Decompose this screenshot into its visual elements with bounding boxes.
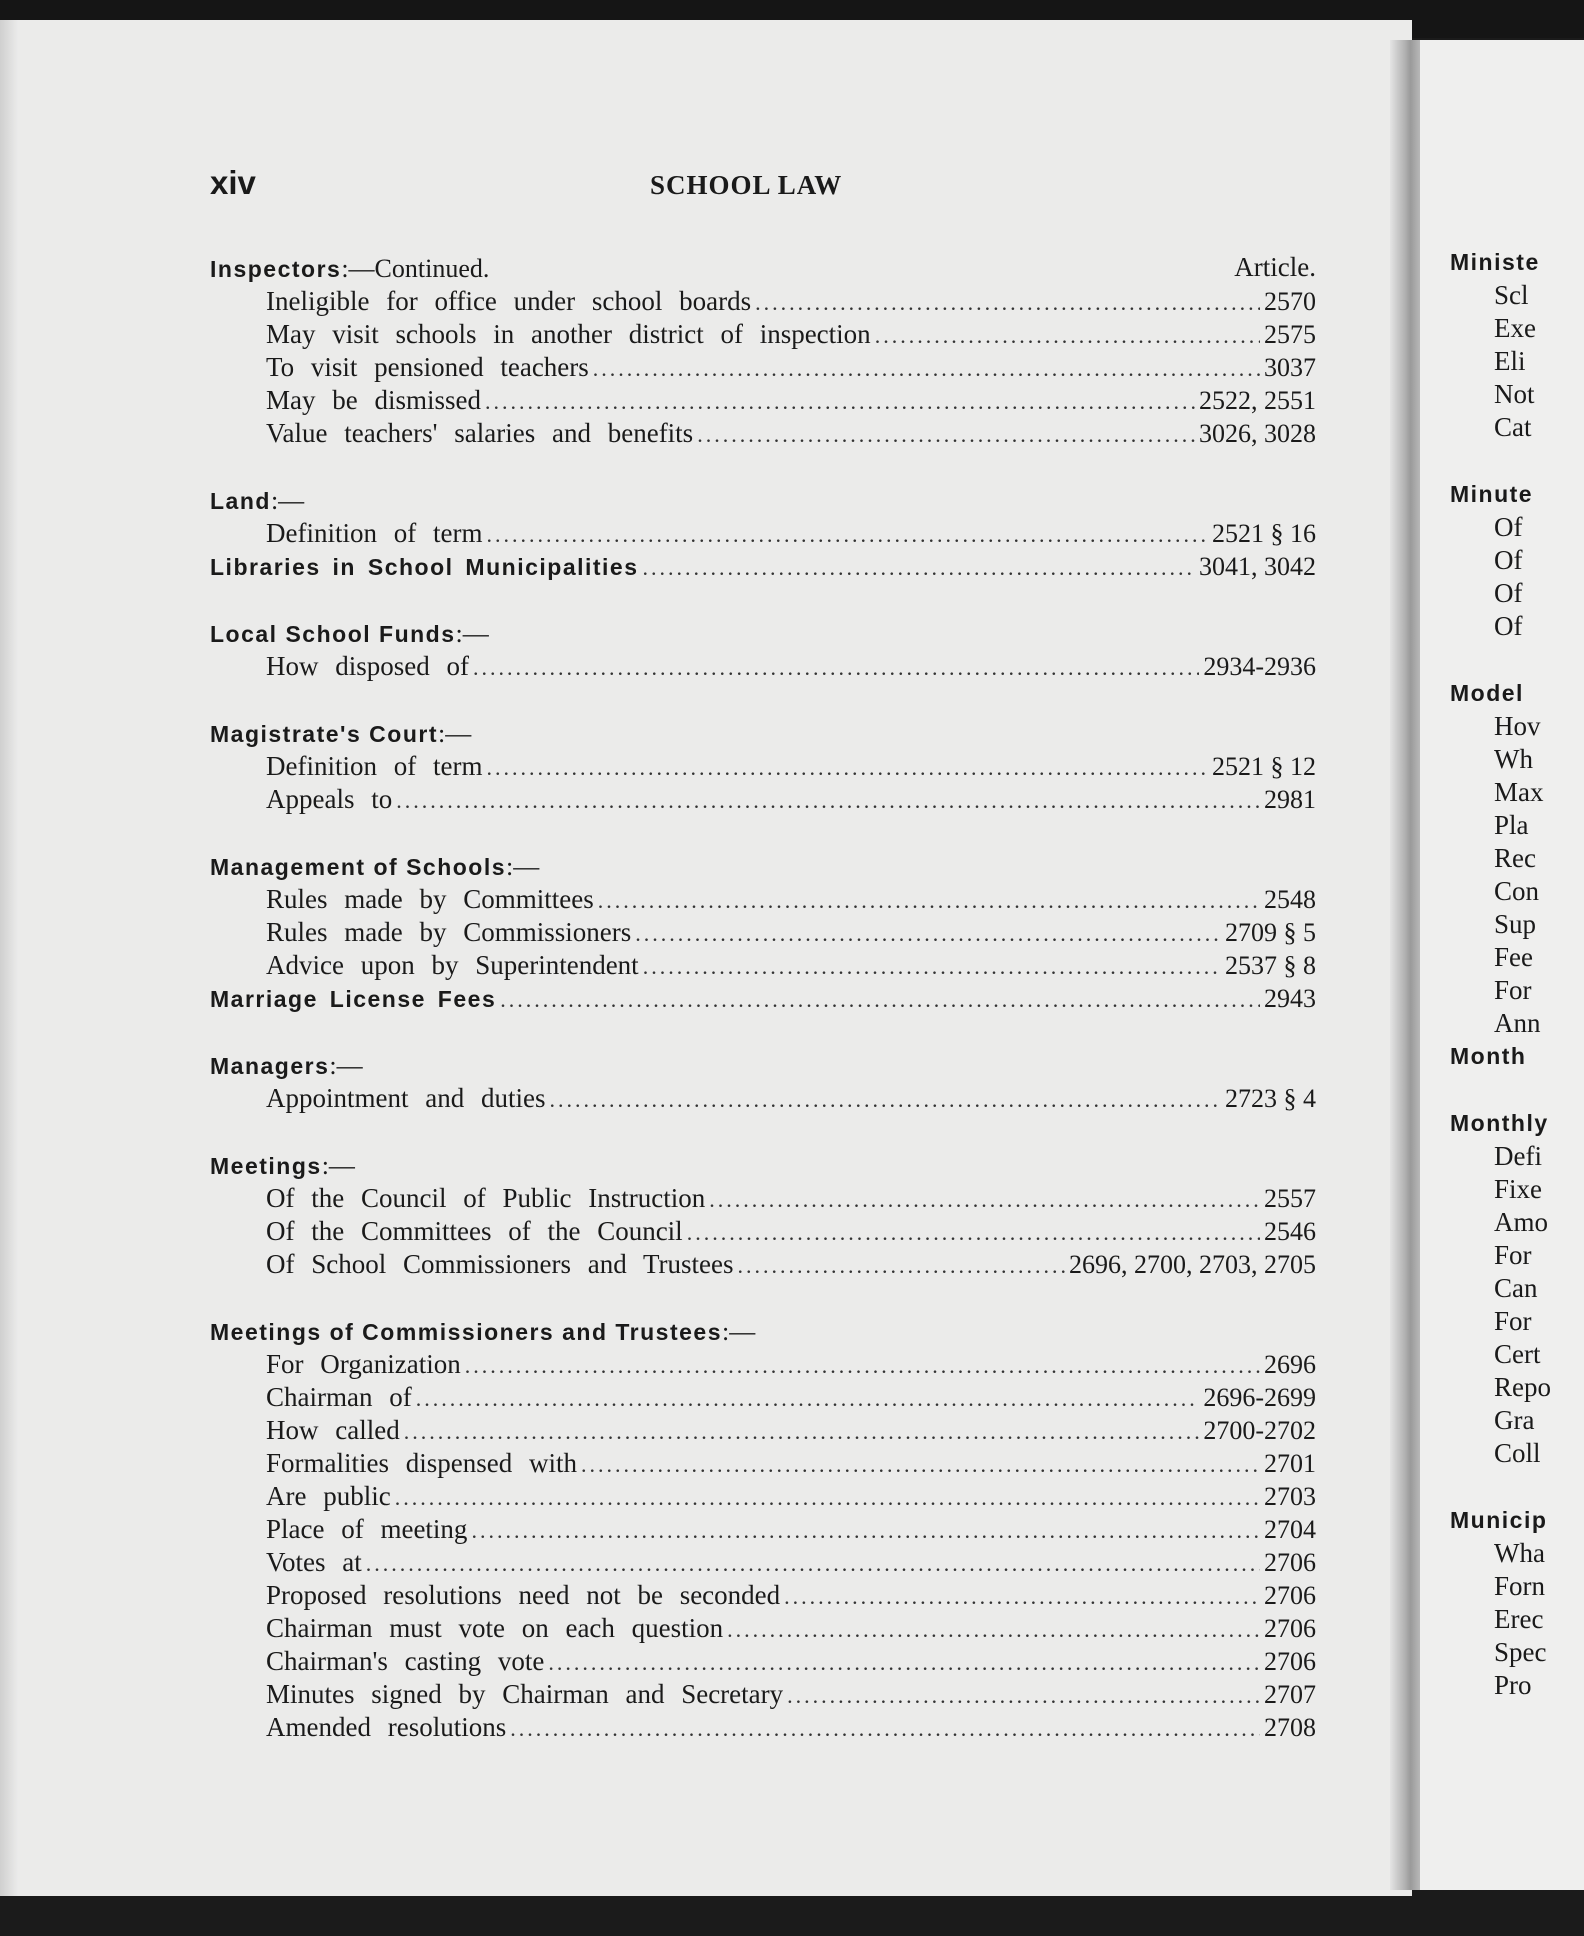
index-entry <box>210 1381 1316 1414</box>
entry-label: Chairman of <box>266 1382 412 1412</box>
page-header <box>0 164 1412 214</box>
cropped-entry: Eli <box>1494 346 1526 376</box>
index-heading <box>210 252 1316 285</box>
cropped-entry: Not <box>1494 379 1535 409</box>
cropped-entry: Erec <box>1494 1604 1544 1634</box>
cropped-entry: Of <box>1494 578 1523 608</box>
cropped-entry: Of <box>1494 545 1523 575</box>
article-reference: 2706 <box>1264 1647 1316 1676</box>
cropped-heading: Ministe <box>1450 249 1540 275</box>
entry-label: Rules made by Commissioners <box>266 917 632 947</box>
entry-label: Libraries in School Municipalities <box>210 554 639 580</box>
cropped-entry: Can <box>1494 1273 1538 1303</box>
article-reference: 2704 <box>1264 1515 1316 1544</box>
dot-leader <box>549 1083 1221 1116</box>
index-entry <box>210 1082 1316 1115</box>
cropped-heading: Municip <box>1450 1507 1548 1533</box>
section-gap <box>210 450 1316 484</box>
dot-leader <box>396 784 1260 817</box>
article-reference: 2521 § 12 <box>1212 752 1316 781</box>
article-reference: 2706 <box>1264 1614 1316 1643</box>
index-entry <box>210 1248 1316 1281</box>
entry-label: Formalities dispensed with <box>266 1448 577 1478</box>
index-entry <box>210 1513 1316 1546</box>
cropped-entry: Gra <box>1494 1405 1535 1435</box>
index-entry <box>210 1579 1316 1612</box>
dot-leader <box>709 1183 1260 1216</box>
index-heading <box>210 617 1316 650</box>
index-heading-tail: :— <box>270 486 305 515</box>
section-gap <box>210 1281 1316 1315</box>
index-entry <box>210 949 1316 982</box>
right-page-column <box>1450 246 1584 1702</box>
entry-label: Minutes signed by Chairman and Secretary <box>266 1679 784 1709</box>
dot-leader <box>473 651 1199 684</box>
dot-leader <box>395 1481 1260 1514</box>
article-reference: 3041, 3042 <box>1199 552 1316 581</box>
index-heading-tail: :— <box>438 719 472 748</box>
article-reference: 2548 <box>1264 885 1316 914</box>
article-reference: 2522, 2551 <box>1199 386 1316 415</box>
cropped-entry: For <box>1494 975 1532 1005</box>
article-reference: 2696 <box>1264 1350 1316 1379</box>
section-gap <box>1482 444 1584 478</box>
right-page <box>1420 40 1584 1890</box>
section-gap <box>210 1115 1316 1149</box>
article-reference: 2696-2699 <box>1203 1383 1316 1412</box>
index-entry <box>210 750 1316 783</box>
entry-label: Definition of term <box>266 751 483 781</box>
cropped-entry: Sup <box>1494 909 1537 939</box>
article-reference: 2708 <box>1264 1713 1316 1742</box>
dot-leader <box>366 1547 1260 1580</box>
index-entry <box>210 285 1316 318</box>
dot-leader <box>471 1514 1260 1547</box>
dot-leader <box>593 352 1260 385</box>
left-page <box>0 20 1412 1896</box>
article-reference: 2707 <box>1264 1680 1316 1709</box>
dot-leader <box>404 1415 1200 1448</box>
article-reference: 2570 <box>1264 287 1316 316</box>
index-entry <box>210 650 1316 683</box>
dot-leader <box>755 286 1260 319</box>
dot-leader <box>598 884 1260 917</box>
page-number: xiv <box>210 164 256 201</box>
entry-label: Proposed resolutions need not be seconded <box>266 1580 781 1610</box>
index-heading-text: Magistrate's Court <box>210 721 439 747</box>
dot-leader <box>787 1679 1260 1712</box>
cropped-entry: Spec <box>1494 1637 1547 1667</box>
index-entry <box>210 1182 1316 1215</box>
section-gap <box>210 683 1316 717</box>
index-heading-text: Inspectors <box>210 256 342 282</box>
cropped-entry: Of <box>1494 512 1523 542</box>
article-reference: 2981 <box>1264 785 1316 814</box>
index-heading <box>210 1149 1316 1182</box>
dot-leader <box>687 1216 1260 1249</box>
article-column-label: Article. <box>1234 252 1316 282</box>
index-heading-tail: :— <box>455 619 489 648</box>
index-heading <box>210 717 1316 750</box>
article-reference: 2706 <box>1264 1581 1316 1610</box>
cropped-entry: Cert <box>1494 1339 1541 1369</box>
dot-leader <box>500 983 1260 1016</box>
dot-leader <box>875 319 1260 352</box>
entry-label: How called <box>266 1415 400 1445</box>
index-heading-tail: :— <box>722 1317 756 1346</box>
index-entry <box>210 1612 1316 1645</box>
entry-label: Of School Commissioners and Trustees <box>266 1249 734 1279</box>
cropped-entry: Con <box>1494 876 1540 906</box>
running-title: SCHOOL LAW <box>650 170 843 200</box>
index-entry <box>210 783 1316 816</box>
index-heading-tail: :— <box>321 1151 355 1180</box>
cropped-entry: Cat <box>1494 412 1532 442</box>
dot-leader <box>643 551 1195 584</box>
index-heading-tail: :— <box>506 852 540 881</box>
index-heading-text: Land <box>210 488 271 514</box>
cropped-entry: Fee <box>1494 942 1533 972</box>
index-heading <box>210 1315 1316 1348</box>
article-reference: 3037 <box>1264 353 1316 382</box>
index-entry <box>210 1447 1316 1480</box>
dot-leader <box>510 1712 1260 1745</box>
index-entry <box>210 417 1316 450</box>
entry-label: Value teachers' salaries and benefits <box>266 418 694 448</box>
index-heading <box>210 1049 1316 1082</box>
entry-label: Amended resolutions <box>266 1712 507 1742</box>
index-entry <box>210 318 1316 351</box>
index-entry <box>210 1678 1316 1711</box>
article-reference: 2703 <box>1264 1482 1316 1511</box>
index-entry <box>210 1645 1316 1678</box>
article-reference: 2701 <box>1264 1449 1316 1478</box>
article-reference: 2557 <box>1264 1184 1316 1213</box>
entry-label: Chairman's casting vote <box>266 1646 545 1676</box>
entry-label: Appeals to <box>266 784 393 814</box>
entry-label: How disposed of <box>266 651 469 681</box>
section-gap <box>210 1015 1316 1049</box>
cropped-heading: Model <box>1450 680 1524 706</box>
entry-label: Ineligible for office under school boards <box>266 286 752 316</box>
entry-label: Of the Council of Public Instruction <box>266 1183 706 1213</box>
cropped-entry: Of <box>1494 611 1523 641</box>
index-heading-tail: :— <box>329 1051 363 1080</box>
cropped-entry: Ann <box>1494 1008 1541 1038</box>
entry-label: May be dismissed <box>266 385 481 415</box>
section-gap <box>1482 1073 1584 1107</box>
index-entry <box>210 883 1316 916</box>
entry-label: May visit schools in another district of inspection <box>266 319 871 349</box>
book-gutter <box>1390 40 1424 1890</box>
entry-label: To visit pensioned teachers <box>266 352 589 382</box>
entry-label: Chairman must vote on each question <box>266 1613 724 1643</box>
index-entry <box>210 1348 1316 1381</box>
entry-label: Appointment and duties <box>266 1083 546 1113</box>
dot-leader <box>738 1249 1065 1282</box>
cropped-entry: For <box>1494 1240 1532 1270</box>
entry-label: Of the Committees of the Council <box>266 1216 683 1246</box>
dot-leader <box>697 418 1195 451</box>
cropped-entry: Pro <box>1494 1670 1532 1700</box>
entry-label: Votes at <box>266 1547 362 1577</box>
dot-leader <box>486 751 1208 784</box>
cropped-entry: Max <box>1494 777 1544 807</box>
cropped-entry: Fixe <box>1494 1174 1543 1204</box>
entry-label: Advice upon by Superintendent <box>266 950 639 980</box>
cropped-entry: Rec <box>1494 843 1536 873</box>
article-reference: 2546 <box>1264 1217 1316 1246</box>
scan-bottom-border <box>0 1896 1584 1936</box>
cropped-entry: Forn <box>1494 1571 1546 1601</box>
index-heading-text: Management of Schools <box>210 854 507 880</box>
cropped-entry: Repo <box>1494 1372 1551 1402</box>
article-reference: 2537 § 8 <box>1225 951 1316 980</box>
index-heading-text: Local School Funds <box>210 621 456 647</box>
dot-leader <box>486 518 1208 551</box>
entry-label: Are public <box>266 1481 391 1511</box>
index-entry <box>210 1546 1316 1579</box>
cropped-entry: Defi <box>1494 1141 1542 1171</box>
article-reference: 2696, 2700, 2703, 2705 <box>1069 1250 1316 1279</box>
cropped-entry: For <box>1494 1306 1532 1336</box>
index-entry <box>210 351 1316 384</box>
index-entry <box>210 1711 1316 1744</box>
index-column <box>210 252 1316 1744</box>
cropped-entry: Amo <box>1494 1207 1548 1237</box>
cropped-entry: Exe <box>1494 313 1536 343</box>
article-reference: 2723 § 4 <box>1225 1084 1316 1113</box>
cropped-entry: Pla <box>1494 810 1529 840</box>
dot-leader <box>548 1646 1260 1679</box>
entry-label: Rules made by Committees <box>266 884 594 914</box>
index-entry <box>210 1414 1316 1447</box>
dot-leader <box>416 1382 1200 1415</box>
section-gap <box>1482 643 1584 677</box>
section-gap <box>210 583 1316 617</box>
cropped-entry: Hov <box>1494 711 1541 741</box>
index-heading-text: Meetings of Commissioners and Trustees <box>210 1319 723 1345</box>
article-reference: 2709 § 5 <box>1225 918 1316 947</box>
cropped-heading: Month <box>1450 1043 1527 1069</box>
index-entry <box>210 1215 1316 1248</box>
article-reference: 2575 <box>1264 320 1316 349</box>
cropped-entry: Scl <box>1494 280 1529 310</box>
entry-label: Marriage License Fees <box>210 986 497 1012</box>
cropped-heading: Monthly <box>1450 1110 1549 1136</box>
index-heading-text: Meetings <box>210 1153 322 1179</box>
index-main-entry <box>210 982 1316 1015</box>
index-entry <box>210 1480 1316 1513</box>
index-entry <box>210 517 1316 550</box>
index-main-entry <box>210 550 1316 583</box>
dot-leader <box>635 917 1221 950</box>
index-heading-text: Managers <box>210 1053 330 1079</box>
article-reference: 3026, 3028 <box>1199 419 1316 448</box>
index-heading <box>210 850 1316 883</box>
cropped-heading: Minute <box>1450 481 1534 507</box>
cropped-entry: Wh <box>1494 744 1533 774</box>
article-reference: 2521 § 16 <box>1212 519 1316 548</box>
index-heading-tail: :—Continued. <box>341 254 490 283</box>
dot-leader <box>465 1349 1260 1382</box>
section-gap <box>1482 1470 1584 1504</box>
article-reference: 2943 <box>1264 984 1316 1013</box>
article-reference: 2700-2702 <box>1203 1416 1316 1445</box>
dot-leader <box>784 1580 1260 1613</box>
cropped-entry: Wha <box>1494 1538 1545 1568</box>
index-heading <box>210 484 1316 517</box>
index-entry <box>210 384 1316 417</box>
dot-leader <box>581 1448 1260 1481</box>
section-gap <box>210 816 1316 850</box>
dot-leader <box>643 950 1221 983</box>
article-reference: 2934-2936 <box>1203 652 1316 681</box>
dot-leader <box>727 1613 1260 1646</box>
index-entry <box>210 916 1316 949</box>
entry-label: Definition of term <box>266 518 483 548</box>
entry-label: For Organization <box>266 1349 461 1379</box>
cropped-entry: Coll <box>1494 1438 1541 1468</box>
article-reference: 2706 <box>1264 1548 1316 1577</box>
entry-label: Place of meeting <box>266 1514 468 1544</box>
dot-leader <box>485 385 1195 418</box>
